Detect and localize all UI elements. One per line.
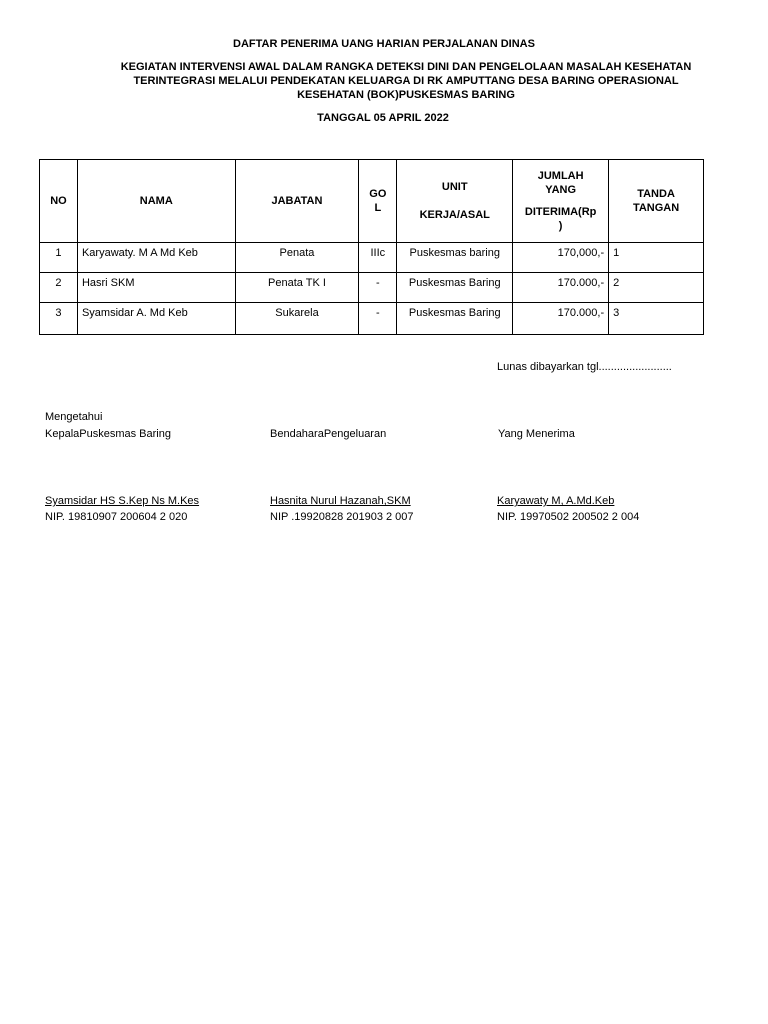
cell-no: 1 — [40, 243, 78, 273]
header-jabatan: JABATAN — [235, 160, 359, 243]
cell-gol: - — [359, 273, 397, 303]
bendahara-title: BendaharaPengeluaran — [270, 428, 387, 440]
document-title: DAFTAR PENERIMA UANG HARIAN PERJALANAN DINAS — [233, 38, 535, 50]
header-jumlah-line-2: YANG — [545, 184, 577, 196]
header-nama: NAMA — [77, 160, 235, 243]
cell-tanda-tangan: 1 — [609, 243, 704, 273]
header-jumlah-line-1: JUMLAH — [537, 170, 584, 182]
header-tanda-line-2: TANGAN — [632, 202, 680, 214]
header-gol-line-1: GO — [369, 188, 387, 200]
header-tanda-tangan — [609, 160, 704, 243]
kepala-title: KepalaPuskesmas Baring — [45, 428, 171, 440]
cell-unit: Puskesmas baring — [397, 243, 513, 273]
cell-no: 3 — [40, 303, 78, 335]
recipients-table — [39, 159, 704, 335]
cell-gol: IIIc — [359, 243, 397, 273]
header-unit-line-2: KERJA/ASAL — [419, 209, 490, 221]
cell-jabatan: Penata TK I — [235, 273, 359, 303]
cell-jabatan: Penata — [235, 243, 359, 273]
penerima-name: Karyawaty M, A.Md.Keb — [497, 495, 615, 507]
cell-unit: Puskesmas Baring — [397, 273, 513, 303]
cell-tanda-tangan: 3 — [609, 303, 704, 335]
subtitle-line-2: TERINTEGRASI MELALUI PENDEKATAN KELUARGA DI RK AMPUTTANG DESA BARING OPERASIONAL — [133, 75, 679, 87]
cell-nama: Syamsidar A. Md Keb — [77, 303, 235, 335]
bendahara-nip: NIP .19920828 201903 2 007 — [270, 511, 414, 523]
penerima-nip: NIP. 19970502 200502 2 004 — [497, 511, 640, 523]
mengetahui-label: Mengetahui — [45, 411, 103, 423]
cell-gol: - — [359, 303, 397, 335]
kepala-name: Syamsidar HS S.Kep Ns M.Kes — [45, 495, 200, 507]
cell-tanda-tangan: 2 — [609, 273, 704, 303]
subtitle-line-1: KEGIATAN INTERVENSI AWAL DALAM RANGKA DETEKSI DINI DAN PENGELOLAAN MASALAH KESEHATAN — [120, 61, 692, 73]
document-date: TANGGAL 05 APRIL 2022 — [317, 112, 449, 124]
table-row — [40, 243, 704, 273]
table-row — [40, 303, 704, 335]
table-row — [40, 273, 704, 303]
cell-no: 2 — [40, 273, 78, 303]
bendahara-name: Hasnita Nurul Hazanah,SKM — [270, 495, 411, 507]
cell-jumlah: 170.000,- — [513, 273, 609, 303]
cell-jumlah: 170.000,- — [513, 303, 609, 335]
penerima-title: Yang Menerima — [498, 428, 575, 440]
header-gol — [359, 160, 397, 243]
cell-nama: Hasri SKM — [77, 273, 235, 303]
table-header-row — [40, 160, 704, 243]
cell-unit: Puskesmas Baring — [397, 303, 513, 335]
cell-jabatan: Sukarela — [235, 303, 359, 335]
header-gol-line-2: L — [374, 202, 382, 214]
header-jumlah-line-3: DITERIMA(Rp — [524, 206, 597, 218]
payment-note: Lunas dibayarkan tgl........................ — [497, 361, 672, 373]
subtitle-line-3: KESEHATAN (BOK)PUSKESMAS BARING — [297, 89, 515, 101]
header-no: NO — [40, 160, 78, 243]
cell-nama: Karyawaty. M A Md Keb — [77, 243, 235, 273]
header-jumlah-line-4: ) — [558, 220, 563, 232]
header-tanda-line-1: TANDA — [637, 188, 675, 200]
header-jumlah — [513, 160, 609, 243]
header-unit-line-1: UNIT — [441, 181, 468, 193]
kepala-nip: NIP. 19810907 200604 2 020 — [45, 511, 188, 523]
cell-jumlah: 170,000,- — [513, 243, 609, 273]
header-unit — [397, 160, 513, 243]
